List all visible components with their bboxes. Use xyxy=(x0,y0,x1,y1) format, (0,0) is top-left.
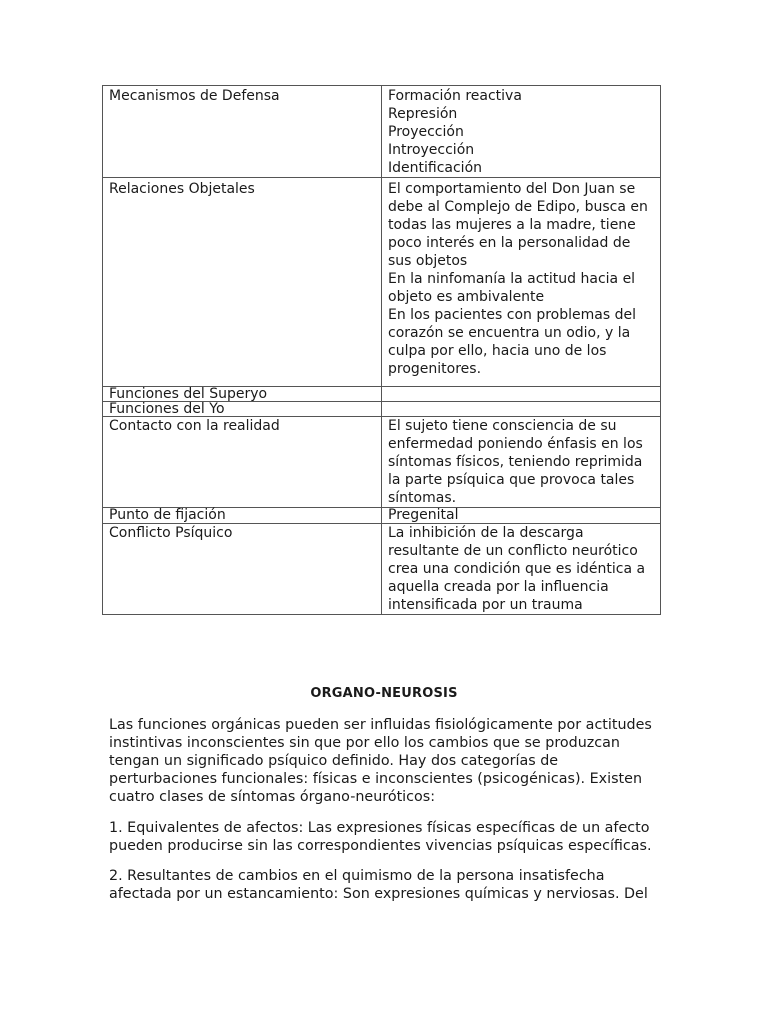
value-line: síntomas. xyxy=(388,490,457,506)
value-line: progenitores. xyxy=(388,361,482,377)
value-line: culpa por ello, hacia uno de los xyxy=(388,343,607,359)
table-row-superyo xyxy=(103,387,661,402)
value-line: resultante de un conflicto neurótico xyxy=(388,543,638,559)
value-line: Represión xyxy=(388,106,458,122)
paragraph-line: tengan un significado psíquico definido. Hay dos categorías de xyxy=(109,753,559,769)
table-row-contacto xyxy=(103,417,661,508)
value-line: Identificación xyxy=(388,160,483,176)
table-row-punto xyxy=(103,508,661,524)
value-line: todas las mujeres a la madre, tiene xyxy=(388,217,636,233)
row-label: Funciones del Yo xyxy=(103,402,382,417)
row-label: Mecanismos de Defensa xyxy=(103,86,382,178)
row-label: Conflicto Psíquico xyxy=(103,524,382,615)
section-title: ORGANO-NEUROSIS xyxy=(310,686,458,701)
paragraph-item-1 xyxy=(109,819,669,855)
paragraph-item-2 xyxy=(109,867,669,903)
value-line: Introyección xyxy=(388,142,475,158)
row-value xyxy=(382,387,661,402)
table-row-yo xyxy=(103,402,661,417)
row-value xyxy=(382,417,661,508)
paragraph-line: perturbaciones funcionales: físicas e inconscientes (psicogénicas). Existen xyxy=(109,771,643,787)
value-line: El comportamiento del Don Juan se xyxy=(388,181,636,197)
paragraph-line: afectada por un estancamiento: Son expresiones químicas y nerviosas. Del xyxy=(109,886,648,902)
row-label: Funciones del Superyo xyxy=(103,387,382,402)
paragraph-line: 1. Equivalentes de afectos: Las expresiones físicas específicas de un afecto xyxy=(109,820,650,836)
paragraph-intro xyxy=(109,716,669,806)
value-line: Proyección xyxy=(388,124,464,140)
psychoanalysis-table xyxy=(102,85,661,615)
value-line: En los pacientes con problemas del xyxy=(388,307,636,323)
row-value xyxy=(382,86,661,178)
value-line: la parte psíquica que provoca tales xyxy=(388,472,635,488)
row-label: Punto de fijación xyxy=(103,508,382,524)
paragraph-line: Las funciones orgánicas pueden ser influidas fisiológicamente por actitudes xyxy=(109,717,652,733)
value-line: Formación reactiva xyxy=(388,88,522,104)
value-line: Pregenital xyxy=(388,507,459,523)
row-value xyxy=(382,402,661,417)
table-row-conflicto xyxy=(103,524,661,615)
paragraph-line: instintivas inconscientes sin que por ello los cambios que se produzcan xyxy=(109,735,620,751)
paragraph-line: 2. Resultantes de cambios en el quimismo de la persona insatisfecha xyxy=(109,868,605,884)
value-line: crea una condición que es idéntica a xyxy=(388,561,646,577)
value-line: sus objetos xyxy=(388,253,468,269)
row-value xyxy=(382,178,661,387)
value-line: síntomas físicos, teniendo reprimida xyxy=(388,454,643,470)
value-line: intensificada por un trauma xyxy=(388,597,583,613)
value-line: poco interés en la personalidad de xyxy=(388,235,631,251)
value-line: En la ninfomanía la actitud hacia el xyxy=(388,271,636,287)
table-row-relaciones xyxy=(103,178,661,387)
row-value xyxy=(382,524,661,615)
row-label: Relaciones Objetales xyxy=(103,178,382,387)
table-row-mecanismos xyxy=(103,86,661,178)
value-line: El sujeto tiene consciencia de su xyxy=(388,418,617,434)
value-line: La inhibición de la descarga xyxy=(388,525,584,541)
value-line: corazón se encuentra un odio, y la xyxy=(388,325,631,341)
paragraph-line: cuatro clases de síntomas órgano-neuróticos: xyxy=(109,789,436,805)
value-line: aquella creada por la influencia xyxy=(388,579,609,595)
value-line: objeto es ambivalente xyxy=(388,289,545,305)
row-label: Contacto con la realidad xyxy=(103,417,382,508)
value-line: enfermedad poniendo énfasis en los xyxy=(388,436,643,452)
paragraph-line: pueden producirse sin las correspondientes vivencias psíquicas específicas. xyxy=(109,838,652,854)
value-line: debe al Complejo de Edipo, busca en xyxy=(388,199,648,215)
row-value xyxy=(382,508,661,524)
